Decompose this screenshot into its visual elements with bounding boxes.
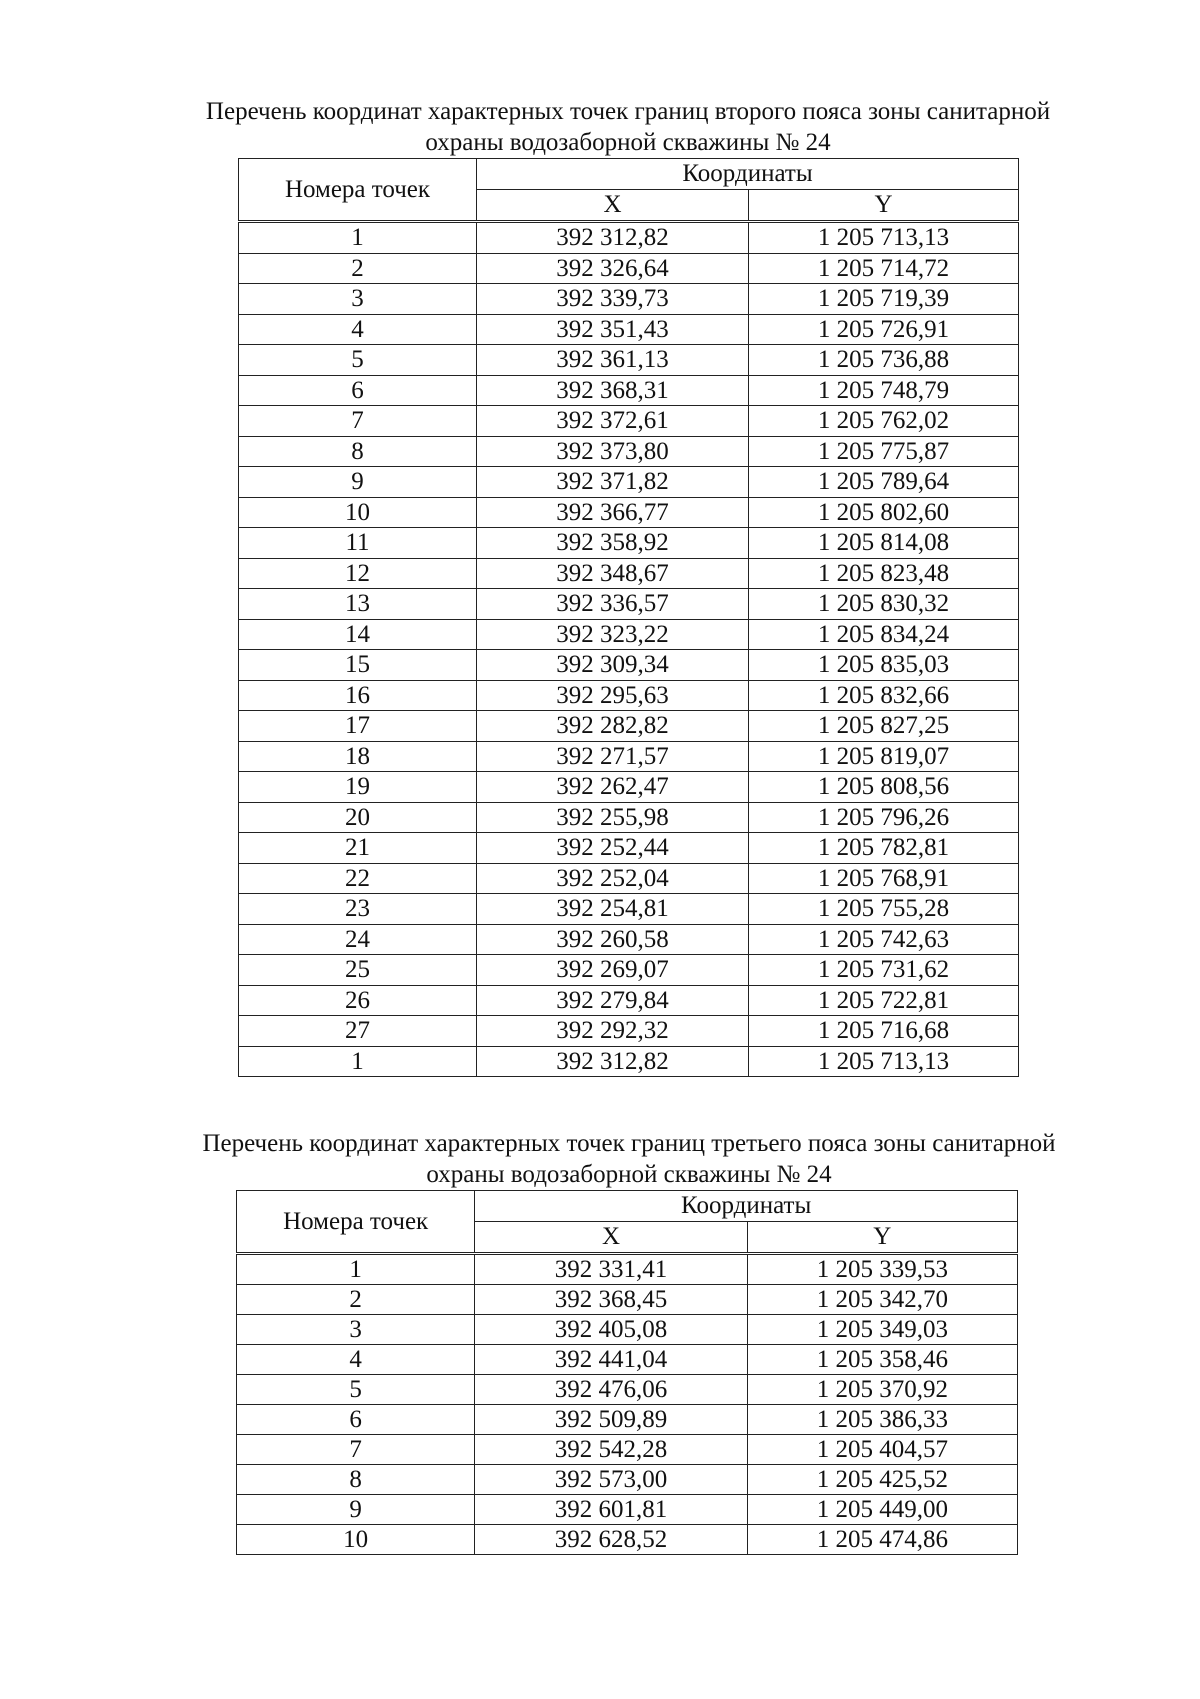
table1-coordinates (238, 158, 1019, 1077)
y-coordinate-cell: 1 205 834,24 (749, 619, 1019, 650)
point-number-cell: 21 (239, 833, 477, 864)
table1-body (239, 222, 1019, 1077)
y-coordinate-cell: 1 205 716,68 (749, 1016, 1019, 1047)
y-coordinate-cell: 1 205 474,86 (747, 1525, 1017, 1555)
point-number-cell: 4 (239, 314, 477, 345)
x-coordinate-cell: 392 255,98 (477, 802, 749, 833)
table-row (239, 741, 1019, 772)
x-coordinate-cell: 392 339,73 (477, 284, 749, 315)
point-number-cell: 26 (239, 985, 477, 1016)
table-row (237, 1435, 1018, 1465)
y-coordinate-cell: 1 205 768,91 (749, 863, 1019, 894)
table-row (239, 1016, 1019, 1047)
table-row (239, 711, 1019, 742)
table-row (239, 589, 1019, 620)
x-coordinate-cell: 392 271,57 (477, 741, 749, 772)
table2-title (174, 1128, 1084, 1190)
table1-header-x: X (477, 190, 749, 222)
y-coordinate-cell: 1 205 349,03 (747, 1315, 1017, 1345)
y-coordinate-cell: 1 205 713,13 (749, 222, 1019, 254)
y-coordinate-cell: 1 205 802,60 (749, 497, 1019, 528)
x-coordinate-cell: 392 368,31 (477, 375, 749, 406)
x-coordinate-cell: 392 371,82 (477, 467, 749, 498)
y-coordinate-cell: 1 205 796,26 (749, 802, 1019, 833)
x-coordinate-cell: 392 269,07 (477, 955, 749, 986)
y-coordinate-cell: 1 205 386,33 (747, 1405, 1017, 1435)
y-coordinate-cell: 1 205 742,63 (749, 924, 1019, 955)
point-number-cell: 10 (239, 497, 477, 528)
table-row (239, 284, 1019, 315)
y-coordinate-cell: 1 205 358,46 (747, 1345, 1017, 1375)
point-number-cell: 8 (237, 1465, 475, 1495)
point-number-cell: 9 (237, 1495, 475, 1525)
x-coordinate-cell: 392 326,64 (477, 253, 749, 284)
y-coordinate-cell: 1 205 814,08 (749, 528, 1019, 559)
table2-header-points: Номера точек (237, 1191, 475, 1254)
x-coordinate-cell: 392 295,63 (477, 680, 749, 711)
table2-section (202, 1128, 1056, 1555)
x-coordinate-cell: 392 282,82 (477, 711, 749, 742)
x-coordinate-cell: 392 312,82 (477, 222, 749, 254)
point-number-cell: 17 (239, 711, 477, 742)
x-coordinate-cell: 392 323,22 (477, 619, 749, 650)
point-number-cell: 14 (239, 619, 477, 650)
x-coordinate-cell: 392 441,04 (475, 1345, 747, 1375)
point-number-cell: 3 (239, 284, 477, 315)
table-row (237, 1315, 1018, 1345)
table-row (237, 1405, 1018, 1435)
table2-coordinates (236, 1190, 1018, 1555)
point-number-cell: 11 (239, 528, 477, 559)
table-row (239, 833, 1019, 864)
table2-header-x: X (475, 1222, 747, 1254)
table-row (237, 1375, 1018, 1405)
x-coordinate-cell: 392 331,41 (475, 1254, 747, 1285)
table-row (239, 680, 1019, 711)
y-coordinate-cell: 1 205 713,13 (749, 1046, 1019, 1077)
table-row (239, 436, 1019, 467)
y-coordinate-cell: 1 205 722,81 (749, 985, 1019, 1016)
table-row (237, 1285, 1018, 1315)
x-coordinate-cell: 392 476,06 (475, 1375, 747, 1405)
x-coordinate-cell: 392 601,81 (475, 1495, 747, 1525)
table2-body (237, 1254, 1018, 1555)
table-row (239, 772, 1019, 803)
point-number-cell: 20 (239, 802, 477, 833)
x-coordinate-cell: 392 312,82 (477, 1046, 749, 1077)
table-row (239, 924, 1019, 955)
table1-title-line2: охраны водозаборной скважины № 24 (425, 129, 831, 156)
table2-header-coords: Координаты (475, 1191, 1018, 1222)
point-number-cell: 15 (239, 650, 477, 681)
y-coordinate-cell: 1 205 808,56 (749, 772, 1019, 803)
table-row (239, 528, 1019, 559)
point-number-cell: 1 (239, 222, 477, 254)
table-row (239, 345, 1019, 376)
x-coordinate-cell: 392 260,58 (477, 924, 749, 955)
table1-header-coords: Координаты (477, 159, 1019, 190)
table1-header-y: Y (749, 190, 1019, 222)
x-coordinate-cell: 392 252,44 (477, 833, 749, 864)
point-number-cell: 19 (239, 772, 477, 803)
y-coordinate-cell: 1 205 819,07 (749, 741, 1019, 772)
point-number-cell: 1 (237, 1254, 475, 1285)
y-coordinate-cell: 1 205 342,70 (747, 1285, 1017, 1315)
table-row (237, 1525, 1018, 1555)
point-number-cell: 1 (239, 1046, 477, 1077)
x-coordinate-cell: 392 336,57 (477, 589, 749, 620)
point-number-cell: 6 (239, 375, 477, 406)
x-coordinate-cell: 392 262,47 (477, 772, 749, 803)
point-number-cell: 12 (239, 558, 477, 589)
point-number-cell: 4 (237, 1345, 475, 1375)
table-row (237, 1345, 1018, 1375)
point-number-cell: 22 (239, 863, 477, 894)
point-number-cell: 10 (237, 1525, 475, 1555)
table-row (239, 497, 1019, 528)
table2-title-line2: охраны водозаборной скважины № 24 (426, 1161, 832, 1188)
y-coordinate-cell: 1 205 823,48 (749, 558, 1019, 589)
y-coordinate-cell: 1 205 425,52 (747, 1465, 1017, 1495)
table-row (239, 1046, 1019, 1077)
y-coordinate-cell: 1 205 339,53 (747, 1254, 1017, 1285)
y-coordinate-cell: 1 205 404,57 (747, 1435, 1017, 1465)
y-coordinate-cell: 1 205 726,91 (749, 314, 1019, 345)
x-coordinate-cell: 392 372,61 (477, 406, 749, 437)
table-row (239, 619, 1019, 650)
point-number-cell: 2 (237, 1285, 475, 1315)
table-row (239, 558, 1019, 589)
table-row (237, 1465, 1018, 1495)
y-coordinate-cell: 1 205 719,39 (749, 284, 1019, 315)
x-coordinate-cell: 392 368,45 (475, 1285, 747, 1315)
x-coordinate-cell: 392 373,80 (477, 436, 749, 467)
table-row (239, 802, 1019, 833)
table-row (239, 467, 1019, 498)
x-coordinate-cell: 392 358,92 (477, 528, 749, 559)
point-number-cell: 25 (239, 955, 477, 986)
point-number-cell: 23 (239, 894, 477, 925)
y-coordinate-cell: 1 205 731,62 (749, 955, 1019, 986)
x-coordinate-cell: 392 509,89 (475, 1405, 747, 1435)
y-coordinate-cell: 1 205 762,02 (749, 406, 1019, 437)
table-row (239, 406, 1019, 437)
y-coordinate-cell: 1 205 370,92 (747, 1375, 1017, 1405)
y-coordinate-cell: 1 205 736,88 (749, 345, 1019, 376)
y-coordinate-cell: 1 205 830,32 (749, 589, 1019, 620)
point-number-cell: 6 (237, 1405, 475, 1435)
y-coordinate-cell: 1 205 827,25 (749, 711, 1019, 742)
x-coordinate-cell: 392 292,32 (477, 1016, 749, 1047)
table1-header-points: Номера точек (239, 159, 477, 222)
x-coordinate-cell: 392 573,00 (475, 1465, 747, 1495)
y-coordinate-cell: 1 205 714,72 (749, 253, 1019, 284)
point-number-cell: 13 (239, 589, 477, 620)
table-row (239, 863, 1019, 894)
table-row (239, 375, 1019, 406)
y-coordinate-cell: 1 205 782,81 (749, 833, 1019, 864)
table1-title (188, 96, 1068, 158)
y-coordinate-cell: 1 205 789,64 (749, 467, 1019, 498)
point-number-cell: 3 (237, 1315, 475, 1345)
x-coordinate-cell: 392 348,67 (477, 558, 749, 589)
point-number-cell: 7 (237, 1435, 475, 1465)
x-coordinate-cell: 392 628,52 (475, 1525, 747, 1555)
x-coordinate-cell: 392 542,28 (475, 1435, 747, 1465)
x-coordinate-cell: 392 254,81 (477, 894, 749, 925)
table-row (239, 650, 1019, 681)
x-coordinate-cell: 392 351,43 (477, 314, 749, 345)
table-row (237, 1495, 1018, 1525)
point-number-cell: 2 (239, 253, 477, 284)
y-coordinate-cell: 1 205 755,28 (749, 894, 1019, 925)
table-row (239, 955, 1019, 986)
point-number-cell: 27 (239, 1016, 477, 1047)
table2-title-line1: Перечень координат характерных точек границ третьего пояса зоны санитарной (202, 1130, 1056, 1157)
table-row (239, 253, 1019, 284)
table-row (239, 894, 1019, 925)
y-coordinate-cell: 1 205 832,66 (749, 680, 1019, 711)
x-coordinate-cell: 392 366,77 (477, 497, 749, 528)
table-row (237, 1254, 1018, 1285)
table1-section (205, 96, 1051, 1077)
y-coordinate-cell: 1 205 449,00 (747, 1495, 1017, 1525)
point-number-cell: 9 (239, 467, 477, 498)
table-row (239, 222, 1019, 254)
table-row (239, 314, 1019, 345)
y-coordinate-cell: 1 205 775,87 (749, 436, 1019, 467)
point-number-cell: 5 (237, 1375, 475, 1405)
point-number-cell: 7 (239, 406, 477, 437)
point-number-cell: 24 (239, 924, 477, 955)
y-coordinate-cell: 1 205 748,79 (749, 375, 1019, 406)
x-coordinate-cell: 392 309,34 (477, 650, 749, 681)
x-coordinate-cell: 392 405,08 (475, 1315, 747, 1345)
x-coordinate-cell: 392 252,04 (477, 863, 749, 894)
point-number-cell: 5 (239, 345, 477, 376)
point-number-cell: 16 (239, 680, 477, 711)
point-number-cell: 18 (239, 741, 477, 772)
table1-title-line1: Перечень координат характерных точек границ второго пояса зоны санитарной (205, 98, 1051, 125)
x-coordinate-cell: 392 279,84 (477, 985, 749, 1016)
table2-header-y: Y (747, 1222, 1017, 1254)
point-number-cell: 8 (239, 436, 477, 467)
x-coordinate-cell: 392 361,13 (477, 345, 749, 376)
table-row (239, 985, 1019, 1016)
y-coordinate-cell: 1 205 835,03 (749, 650, 1019, 681)
